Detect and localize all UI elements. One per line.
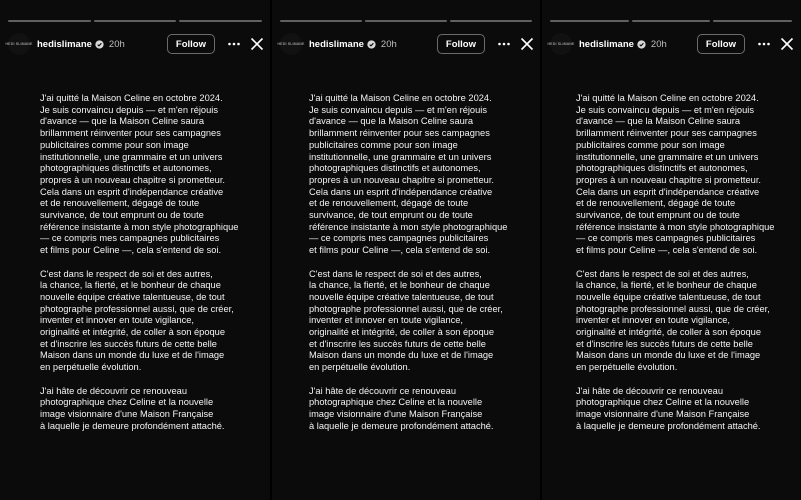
progress-segment	[550, 20, 629, 22]
story-panel-3	[542, 0, 800, 500]
message-paragraph-3: J'ai hâte de découvrir ce renouveau photographique chez Celine et la nouvelle image visionnaire d'une Maison Française à laquelle je demeure profondément attaché.	[40, 385, 225, 431]
message-paragraph-1: J'ai quitté la Maison Celine en octobre 2024. Je suis convaincu depuis — et m'en réjouis d'avance — que la Maison Celine saura brillamment réinventer pour ses campagnes publicitaires comme pour son image institutionnelle, une grammaire et un univers photographiques distinctifs et autonomes, propres à un nouveau chapitre si prometteur. Cela dans un esprit d'indépendance créative et de renouvellement, dégagé de toute survivance, de tout emprunt ou de toute référence insistante à mon style photographique — ce compris mes campagnes publicitaires et films pour Celine —, cela s'entend de soi.	[576, 93, 775, 256]
more-options-icon[interactable]	[227, 37, 241, 51]
progress-segment	[280, 20, 362, 22]
story-header	[277, 33, 534, 55]
progress-segment	[8, 20, 91, 22]
follow-button[interactable]: Follow	[437, 34, 485, 54]
close-icon[interactable]	[780, 37, 794, 51]
close-icon[interactable]	[520, 37, 534, 51]
message-paragraph-2: C'est dans le respect de soi et des autres, la chance, la fierté, et le bonheur de chaque nouvelle équipe créative talentueuse, de tout photographe professionnel aussi, que de créer, inventer et innover en toute vigilance, originalité et intégrité, de coller à son époque et d'inscrire les succès futurs de cette belle Maison dans un monde du luxe et de l'image en perpétuelle évolution.	[309, 268, 503, 373]
story-header	[547, 33, 794, 55]
progress-segment	[179, 20, 262, 22]
username-link[interactable]: hedislimane	[37, 38, 92, 50]
close-icon[interactable]	[250, 37, 264, 51]
progress-segment	[94, 20, 177, 22]
username-link[interactable]: hedislimane	[579, 38, 634, 50]
avatar[interactable]: HEDI SLIMANE	[8, 33, 30, 55]
story-text	[576, 93, 801, 444]
story-progress-bar	[8, 20, 262, 22]
more-options-icon[interactable]	[757, 37, 771, 51]
story-progress-bar	[550, 20, 792, 22]
message-paragraph-3: J'ai hâte de découvrir ce renouveau photographique chez Celine et la nouvelle image visionnaire d'une Maison Française à laquelle je demeure profondément attaché.	[576, 385, 761, 431]
story-header	[5, 33, 264, 55]
verified-badge-icon	[95, 40, 104, 49]
message-paragraph-1: J'ai quitté la Maison Celine en octobre 2024. Je suis convaincu depuis — et m'en réjouis d'avance — que la Maison Celine saura brillamment réinventer pour ses campagnes publicitaires comme pour son image institutionnelle, une grammaire et un univers photographiques distinctifs et autonomes, propres à un nouveau chapitre si prometteur. Cela dans un esprit d'indépendance créative et de renouvellement, dégagé de toute survivance, de tout emprunt ou de toute référence insistante à mon style photographique — ce compris mes campagnes publicitaires et films pour Celine —, cela s'entend de soi.	[40, 93, 239, 256]
message-paragraph-1: J'ai quitté la Maison Celine en octobre 2024. Je suis convaincu depuis — et m'en réjouis d'avance — que la Maison Celine saura brillamment réinventer pour ses campagnes publicitaires comme pour son image institutionnelle, une grammaire et un univers photographiques distinctifs et autonomes, propres à un nouveau chapitre si prometteur. Cela dans un esprit d'indépendance créative et de renouvellement, dégagé de toute survivance, de tout emprunt ou de toute référence insistante à mon style photographique — ce compris mes campagnes publicitaires et films pour Celine —, cela s'entend de soi.	[309, 93, 508, 256]
story-timestamp: 20h	[650, 38, 667, 50]
username-link[interactable]: hedislimane	[309, 38, 364, 50]
message-paragraph-3: J'ai hâte de découvrir ce renouveau photographique chez Celine et la nouvelle image visionnaire d'une Maison Française à laquelle je demeure profondément attaché.	[309, 385, 494, 431]
avatar[interactable]: HEDI SLIMANE	[280, 33, 302, 55]
progress-segment	[713, 20, 792, 22]
story-text	[40, 93, 265, 444]
story-timestamp: 20h	[108, 38, 125, 50]
verified-badge-icon	[637, 40, 646, 49]
story-panel-2	[272, 0, 540, 500]
story-panel-1	[0, 0, 270, 500]
story-progress-bar	[280, 20, 532, 22]
avatar[interactable]: HEDI SLIMANE	[550, 33, 572, 55]
follow-button[interactable]: Follow	[697, 34, 745, 54]
progress-segment	[632, 20, 711, 22]
message-paragraph-2: C'est dans le respect de soi et des autres, la chance, la fierté, et le bonheur de chaque nouvelle équipe créative talentueuse, de tout photographe professionnel aussi, que de créer, inventer et innover en toute vigilance, originalité et intégrité, de coller à son époque et d'inscrire les succès futurs de cette belle Maison dans un monde du luxe et de l'image en perpétuelle évolution.	[576, 268, 770, 373]
story-text	[309, 93, 534, 444]
verified-badge-icon	[367, 40, 376, 49]
progress-segment	[450, 20, 532, 22]
story-timestamp: 20h	[380, 38, 397, 50]
more-options-icon[interactable]	[497, 37, 511, 51]
follow-button[interactable]: Follow	[167, 34, 215, 54]
progress-segment	[365, 20, 447, 22]
message-paragraph-2: C'est dans le respect de soi et des autres, la chance, la fierté, et le bonheur de chaque nouvelle équipe créative talentueuse, de tout photographe professionnel aussi, que de créer, inventer et innover en toute vigilance, originalité et intégrité, de coller à son époque et d'inscrire les succès futurs de cette belle Maison dans un monde du luxe et de l'image en perpétuelle évolution.	[40, 268, 234, 373]
